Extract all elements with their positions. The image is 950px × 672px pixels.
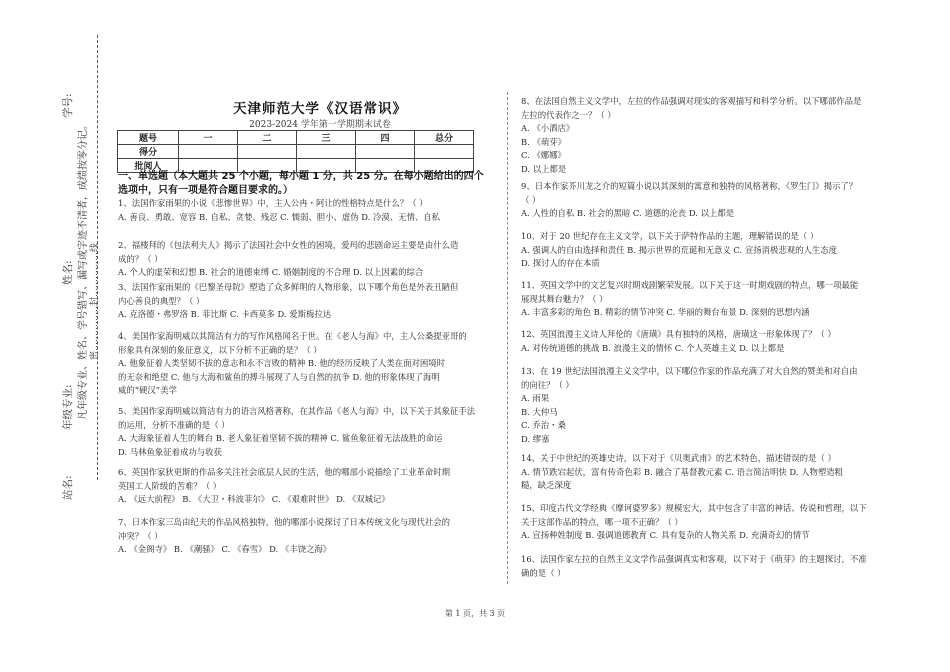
- question-option: D. 以上都是: [521, 163, 567, 174]
- exam-title: 天津师范大学《汉语常识》: [233, 101, 407, 117]
- question-text: 4、美国作家海明威以其简洁有力的写作风格闻名于世。在《老人与海》中，主人公桑提亚哥的: [118, 331, 467, 341]
- question-text: 1、法国作家雨果的小说《悲惨世界》中，主人公冉・阿让的性格特点是什么？（ ）: [118, 198, 428, 208]
- question-text: 6、英国作家狄更斯的作品多关注社会底层人民的生活，他的哪部小说描绘了工业革命时期: [118, 467, 450, 477]
- question-text: 8、在法国自然主义文学中，左拉的作品强调对现实的客观描写和科学分析。以下哪部作品是: [521, 96, 862, 106]
- section-heading-line: 选项中，只有一项是符合题目要求的。）: [118, 185, 293, 196]
- score-cell[interactable]: [297, 145, 356, 159]
- question-text: 形象具有深刻的象征意义，以下分析不正确的是？（ ）: [118, 344, 322, 355]
- score-table: [117, 130, 474, 173]
- score-cell[interactable]: [356, 145, 415, 159]
- question-13: [521, 365, 858, 446]
- question-options: D. 马林鱼象征着成功与收获: [118, 446, 222, 457]
- page-number: 第 1 页，共 3 页: [444, 609, 506, 618]
- question-text: 成的？（ ）: [118, 253, 163, 264]
- question-10: [521, 230, 851, 271]
- question-text: 内心善良的典型？（ ）: [118, 295, 205, 306]
- question-text: 13、在 19 世纪法国浪漫主义文学中，以下哪位作家的作品充满了对大自然的赞美和对自由: [521, 366, 858, 376]
- binding-seal-line: 密……………封……………线: [90, 242, 100, 360]
- question-text: 14、关于中世纪的英雄史诗，以下对于《贝奥武甫》的艺术特色，描述错误的是（ ）: [521, 453, 836, 463]
- question-text: 11、英国文学中的文艺复兴时期戏剧繁荣发展。以下关于这一时期戏剧的特点，哪一项最能: [521, 280, 859, 290]
- question-text: 英国工人阶级的苦难？（ ）: [118, 480, 222, 491]
- question-option: A. 《小酒店》: [521, 123, 575, 133]
- question-7: [118, 516, 492, 557]
- question-text: 10、对于 20 世纪存在主义文学，以下关于萨特作品的主题，理解错误的是（ ）: [521, 231, 819, 241]
- question-text: 9、日本作家芥川龙之介的短篇小说以其深刻的寓意和独特的风格著称，《罗生门》揭示了？: [521, 181, 858, 191]
- binding-hint: 凡年级专业、姓名、学号错写、漏写或字迹不清者，成绩按零分记。: [78, 120, 89, 420]
- score-cell[interactable]: [415, 145, 474, 159]
- question-options: A. 丰富多彩的角色 B. 精彩的情节冲突 C. 华丽的舞台布景 D. 深刻的思想内涵: [521, 307, 810, 317]
- question-3: [118, 281, 492, 322]
- question-option: B. 大仲马: [521, 406, 558, 417]
- question-options: A. 大海象征着人生的舞台 B. 老人象征着坚韧不拔的精神 C. 鲨鱼象征着无法战胜的命运: [118, 433, 443, 443]
- question-options: A. 《远大前程》 B. 《大卫・科波菲尔》 C. 《艰难时世》 D. 《双城记》: [118, 494, 390, 504]
- question-option: B. 《萌芽》: [521, 136, 566, 147]
- question-options: A. 克洛德・弗罗洛 B. 菲比斯 C. 卡西莫多 D. 爱斯梅拉达: [118, 309, 332, 319]
- question-options: A. 对传统道德的挑战 B. 浪漫主义的情怀 C. 个人英雄主义 D. 以上都是: [521, 342, 785, 353]
- question-5: [118, 405, 492, 459]
- question-6: [118, 466, 492, 507]
- score-cell[interactable]: [238, 145, 297, 159]
- question-12: [521, 328, 851, 355]
- question-option: A. 雨果: [521, 393, 550, 403]
- score-header-cell: 二: [238, 131, 297, 145]
- section-heading-line: 一、单选题（本大题共 25 个小题，每小题 1 分，共 25 分。在每小题给出的四个: [118, 171, 484, 182]
- question-text: 2、福楼拜的《包法利夫人》揭示了法国社会中女性的困境，爱玛的悲剧命运主要是由什么造: [118, 240, 459, 250]
- score-header-cell: 一: [179, 131, 238, 145]
- question-options: A. 强调人的自由选择和责任 B. 揭示世界的荒诞和无意义 C. 宣扬消极悲观的人生态度: [521, 244, 837, 255]
- question-text: 3、法国作家雨果的《巴黎圣母院》塑造了众多鲜明的人物形象，以下哪个角色是外表丑陋但: [118, 282, 459, 292]
- question-text: 关于这部作品的特点，哪一项不正确？（ ）: [521, 516, 683, 527]
- binding-name-label: 姓名:: [62, 260, 74, 285]
- question-text: 16、法国作家左拉的自然主义文学作品强调真实和客观，以下对于《萌芽》的主题探讨，不准: [521, 554, 867, 564]
- score-header-cell: 总分: [415, 131, 474, 145]
- question-text: 5、美国作家海明威以简洁有力的语言风格著称，在其作品《老人与海》中，以下关于其象征手法: [118, 406, 476, 416]
- question-options: A. 个人的虚荣和幻想 B. 社会的道德束缚 C. 婚姻制度的不合理 D. 以上因素的综合: [118, 267, 424, 277]
- question-options: A. 情节跌宕起伏，富有传奇色彩 B. 融合了基督教元素 C. 语言简洁明快 D. 人物塑造粗: [521, 466, 844, 477]
- score-cell[interactable]: [179, 145, 238, 159]
- question-options: A. 善良、勇敢、宽容 B. 自私、贪婪、残忍 C. 懦弱、胆小、虚伪 D. 冷漠、无情、自私: [118, 211, 441, 222]
- score-row-label: 批阅人: [118, 159, 179, 173]
- question-options: A. 《金阁寺》 B. 《潮骚》 C. 《春雪》 D. 《丰饶之海》: [118, 544, 332, 554]
- question-option: C. 乔治・桑: [521, 420, 566, 430]
- score-row-label: 得分: [118, 145, 179, 159]
- question-options: 的无奈和绝望 C. 他与大海和鲨鱼的搏斗展现了人与自然的抗争 D. 他的形象体现了海明: [118, 371, 440, 382]
- score-table-header-row: [118, 131, 474, 145]
- column-divider: [507, 92, 508, 584]
- question-options: D. 探讨人的存在本质: [521, 258, 600, 268]
- score-header-cell: 题号: [118, 131, 179, 145]
- exam-subtitle: 2023-2024 学年第一学期期末试卷: [249, 120, 391, 130]
- question-options: A. 他象征着人类坚韧不拔的意志和永不言败的精神 B. 他的经历反映了人类在面对困境时: [118, 358, 446, 368]
- score-header-cell: 四: [356, 131, 415, 145]
- binding-student-id-label: 学号:: [62, 93, 74, 118]
- question-text: 展现其舞台魅力？（ ）: [521, 293, 608, 304]
- question-option: C. 《娜娜》: [521, 150, 566, 160]
- question-text: 12、英国浪漫主义诗人拜伦的《唐璜》具有独特的风格，唐璜这一形象体现了？（ ）: [521, 329, 836, 339]
- question-text: 7、日本作家三岛由纪夫的作品风格独特，他的哪部小说探讨了日本传统文化与现代社会的: [118, 517, 450, 527]
- question-options: A. 宣扬种姓制度 B. 强调道德教育 C. 具有复杂的人物关系 D. 充满奇幻的情节: [521, 530, 810, 540]
- question-options: A. 人性的自私 B. 社会的黑暗 C. 道德的沦丧 D. 以上都是: [521, 208, 735, 218]
- binding-major-label: 年级专业:: [62, 384, 74, 430]
- question-text: 15、印度古代文学经典《摩诃婆罗多》规模宏大，其中包含了丰富的神话、传说和哲理，以下: [521, 503, 867, 513]
- question-4: [118, 330, 492, 398]
- score-header-cell: 三: [297, 131, 356, 145]
- question-text: 的运用，分析不准确的是（ ）: [118, 419, 230, 430]
- question-9: [521, 180, 858, 221]
- question-text: 冲突？（ ）: [118, 530, 163, 541]
- question-options: 威的“硬汉”美学: [118, 385, 177, 395]
- question-text: 左拉的代表作之一？（ ）: [521, 109, 616, 120]
- question-11: [521, 279, 859, 320]
- binding-class-label: 站名:: [62, 475, 74, 500]
- score-table-row: [118, 145, 474, 159]
- question-16: [521, 553, 867, 580]
- question-1: [118, 197, 492, 224]
- question-2: [118, 239, 492, 280]
- question-text: 的向往？（ ）: [521, 379, 574, 390]
- question-14: [521, 452, 851, 493]
- question-15: [521, 502, 867, 543]
- section-heading: [118, 170, 490, 198]
- question-text: （ ）: [521, 194, 541, 205]
- question-text: 确的是（ ）: [521, 567, 566, 578]
- question-option: D. 缪塞: [521, 433, 550, 444]
- question-8: [521, 95, 862, 176]
- question-options: 糙，缺乏深度: [521, 480, 572, 490]
